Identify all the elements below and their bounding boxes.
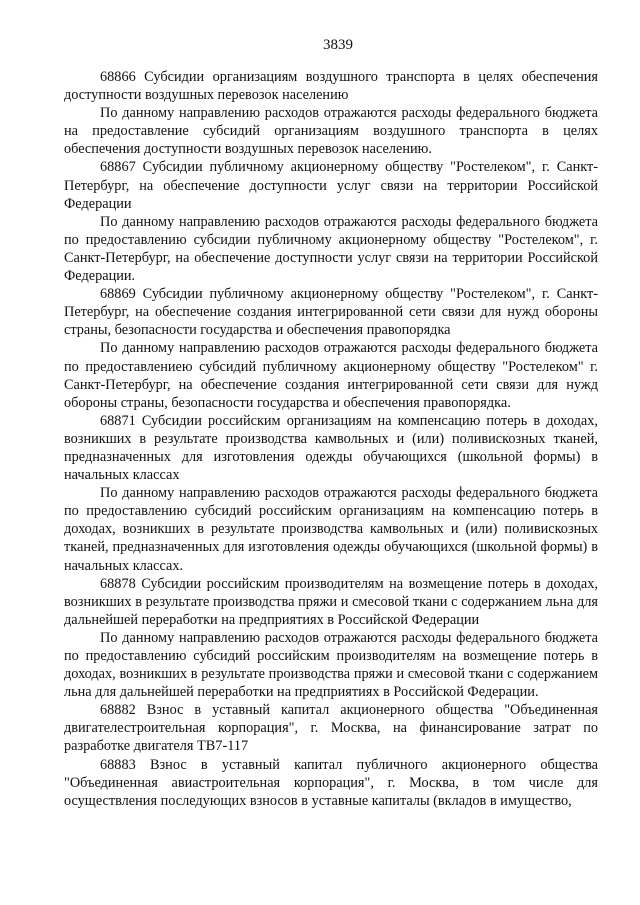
page-number: 3839 (323, 37, 353, 53)
paragraph-68871-description: По данному направлению расходов отражаются расходы федерального бюджета по предоставлению субсидий российским организациям на компенсацию потерь в доходах, возникших в результате производства камвольных и (или) поливискозных тканей, предназначенных для изготовления одежды обучающихся (школьной формы) в начальных классах. (64, 485, 598, 574)
paragraph-68878-heading: 68878 Субсидии российским производителям на возмещение потерь в доходах, возникших в результате производства пряжи и смесовой ткани с содержанием льна для дальнейшей переработки на предприятиях в Российской Федерации (64, 575, 598, 628)
paragraph-68878-description: По данному направлению расходов отражаются расходы федерального бюджета по предоставлению субсидий российским производителям на возмещение потерь в доходах, возникших в результате производства пряжи и смесовой ткани с содержанием льна для дальнейшей переработки на предприятиях в Российской Федерации. (64, 629, 598, 701)
paragraph-68883-heading: 68883 Взнос в уставный капитал публичного акционерного общества "Объединенная авиастроительная корпорация", г. Москва, в том числе для осуществления последующих взносов в уставные капиталы (вкладов в имущество, (64, 756, 598, 809)
paragraph-68866-heading: 68866 Субсидии организациям воздушного транспорта в целях обеспечения доступности воздушных перевозок населению (64, 69, 598, 104)
paragraph-68867-description: По данному направлению расходов отражаются расходы федерального бюджета по предоставлению субсидии публичному акционерному обществу "Ростелеком", г. Санкт-Петербург, на обеспечение доступности услуг связи на территории Российской Федерации. (64, 213, 598, 285)
paragraph-68867-heading: 68867 Субсидии публичному акционерному обществу "Ростелеком", г. Санкт-Петербург, на обеспечение доступности услуг связи на территории Российской Федерации (64, 159, 598, 212)
paragraph-68869-description: По данному направлению расходов отражаются расходы федерального бюджета по предоставлениею субсидий публичному акционерному обществу "Ростелеком" г. Санкт-Петербург, на обеспечение создания интегрированной сети связи для нужд обороны страны, безопасности государства и обеспечения правопорядка. (64, 340, 598, 411)
paragraph-68871-heading: 68871 Субсидии российским организациям на компенсацию потерь в доходах, возникших в результате производства камвольных и (или) поливискозных тканей, предназначенных для изготовления одежды обучающихся (школьной формы) в начальных классах (64, 412, 598, 484)
paragraph-68882-heading: 68882 Взнос в уставный капитал акционерного общества "Объединенная двигателестроительная корпорация", г. Москва, на финансирование затрат по разработке двигателя ТВ7-117 (64, 702, 598, 755)
paragraph-68869-heading: 68869 Субсидии публичному акционерному обществу "Ростелеком", г. Санкт-Петербург, на обеспечение создания интегрированной сети связи для нужд обороны страны, безопасности государства и обеспечения правопорядка (64, 286, 598, 339)
paragraph-68866-description: По данному направлению расходов отражаются расходы федерального бюджета на предоставление субсидий организациям воздушного транспорта в целях обеспечения доступности воздушных перевозок населению. (64, 105, 598, 158)
